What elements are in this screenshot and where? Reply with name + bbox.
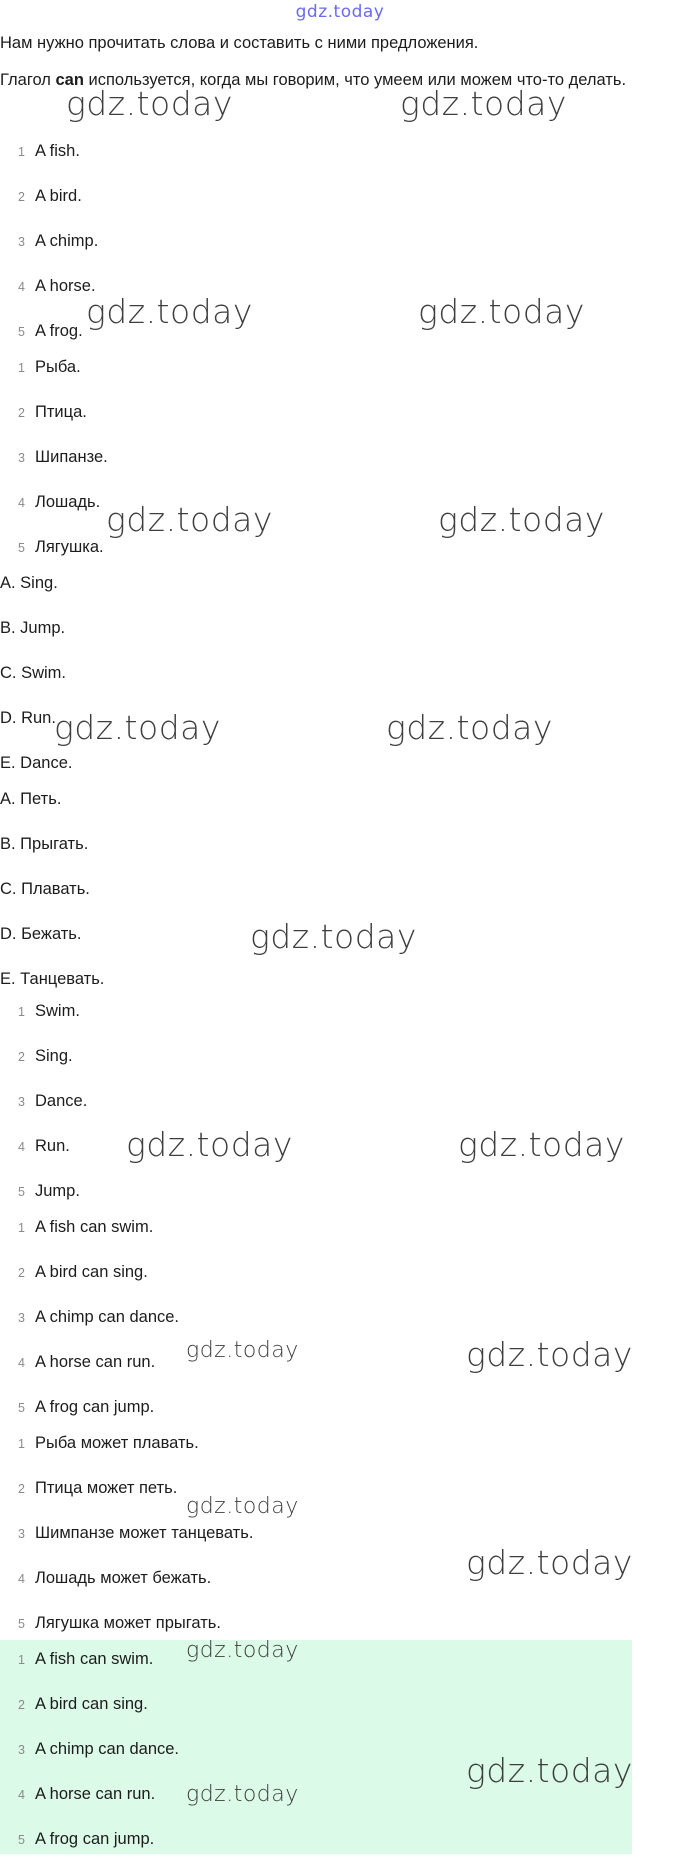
watermark: gdz.today — [250, 917, 417, 956]
list-number: 5 — [18, 325, 25, 339]
list-text: A horse can run. — [35, 1785, 156, 1803]
sentence-ru-item — [10, 1605, 221, 1641]
animal-ru-item — [10, 484, 100, 520]
list-text: Лягушка может прыгать. — [35, 1614, 221, 1632]
list-text: B. Прыгать. — [0, 835, 89, 853]
list-number: 2 — [18, 1050, 25, 1064]
answer-sentence-item — [10, 1731, 179, 1767]
animal-ru-item — [10, 394, 87, 430]
watermark: gdz.today — [186, 1338, 299, 1363]
list-text: A chimp can dance. — [35, 1740, 180, 1758]
watermark: gdz.today — [400, 84, 567, 123]
list-text: C. Swim. — [0, 664, 66, 682]
list-text: D. Бежать. — [0, 925, 82, 943]
list-number: 3 — [18, 1311, 25, 1325]
keyword-can: can — [55, 71, 84, 89]
watermark: gdz.today — [418, 292, 585, 331]
list-text: Swim. — [35, 1002, 80, 1020]
list-text: Jump. — [35, 1182, 80, 1200]
list-number: 3 — [18, 235, 25, 249]
sentence-ru-item — [10, 1470, 177, 1506]
list-text: Рыба может плавать. — [35, 1434, 199, 1452]
sentence-en-item — [10, 1344, 155, 1380]
watermark: gdz.today — [438, 500, 605, 539]
watermark: gdz.today — [126, 1125, 293, 1164]
list-number: 2 — [18, 406, 25, 420]
watermark: gdz.today — [466, 1335, 633, 1374]
list-text: A horse can run. — [35, 1353, 156, 1371]
list-number: 4 — [18, 1572, 25, 1586]
list-text: Рыба. — [35, 358, 81, 376]
watermark: gdz.today — [86, 292, 253, 331]
list-text: A bird can sing. — [35, 1263, 148, 1281]
list-number: 5 — [18, 1617, 25, 1631]
list-text: E. Танцевать. — [0, 970, 105, 988]
site-logo[interactable]: gdz.today — [295, 2, 385, 22]
list-number: 1 — [18, 1653, 25, 1667]
list-text: D. Run. — [0, 709, 56, 727]
watermark: gdz.today — [186, 1782, 299, 1807]
list-text: Птица. — [35, 403, 87, 421]
list-text: A bird. — [35, 187, 82, 205]
list-text: Шимпанзе может танцевать. — [35, 1524, 254, 1542]
list-number: 1 — [18, 1221, 25, 1235]
action-en-item — [0, 745, 72, 781]
list-text: Птица может петь. — [35, 1479, 178, 1497]
list-number: 3 — [18, 1743, 25, 1757]
sentence-en-item — [10, 1254, 148, 1290]
list-text: Лошадь может бежать. — [35, 1569, 212, 1587]
animal-ru-item — [10, 349, 81, 385]
animal-ru-item — [10, 439, 108, 475]
list-number: 2 — [18, 1266, 25, 1280]
list-text: Dance. — [35, 1092, 88, 1110]
intro-text-2-start: Глагол — [0, 71, 56, 89]
list-text: A frog. — [35, 322, 83, 340]
list-number: 5 — [18, 1185, 25, 1199]
sentence-en-item — [10, 1389, 154, 1425]
list-number: 1 — [18, 1437, 25, 1451]
watermark: gdz.today — [466, 1543, 633, 1582]
animal-en-item — [10, 313, 83, 349]
list-number: 3 — [18, 1527, 25, 1541]
list-text: A bird can sing. — [35, 1695, 148, 1713]
action-en-item — [0, 655, 66, 691]
action-en-item — [0, 565, 58, 601]
list-text: Run. — [35, 1137, 70, 1155]
list-text: Sing. — [35, 1047, 73, 1065]
list-number: 1 — [18, 1005, 25, 1019]
list-number: 2 — [18, 190, 25, 204]
animal-en-item — [10, 223, 98, 259]
list-text: E. Dance. — [0, 754, 73, 772]
intro-text-1: Нам нужно прочитать слова и составить с ними предложения. — [0, 34, 479, 52]
list-text: Шипанзе. — [35, 448, 108, 466]
watermark: gdz.today — [186, 1494, 299, 1519]
list-number: 1 — [18, 145, 25, 159]
action-en-item — [0, 700, 56, 736]
list-text: A frog can jump. — [35, 1398, 155, 1416]
matched-action-item — [10, 1083, 87, 1119]
list-number: 1 — [18, 361, 25, 375]
list-text: A frog can jump. — [35, 1830, 155, 1848]
list-text: A horse. — [35, 277, 96, 295]
answer-sentence-item — [10, 1641, 153, 1677]
answer-sentence-item — [10, 1686, 148, 1722]
answer-sentence-item — [10, 1776, 155, 1812]
watermark: gdz.today — [458, 1125, 625, 1164]
list-text: A chimp. — [35, 232, 99, 250]
list-number: 2 — [18, 1482, 25, 1496]
list-number: 5 — [18, 541, 25, 555]
animal-ru-item — [10, 529, 104, 565]
action-ru-item — [0, 871, 90, 907]
sentence-ru-item — [10, 1560, 211, 1596]
list-number: 4 — [18, 1788, 25, 1802]
list-number: 3 — [18, 451, 25, 465]
list-number: 5 — [18, 1833, 25, 1847]
action-ru-item — [0, 961, 104, 997]
list-number: 3 — [18, 1095, 25, 1109]
list-text: A fish can swim. — [35, 1218, 154, 1236]
watermark: gdz.today — [466, 1751, 633, 1790]
list-text: A fish. — [35, 142, 80, 160]
sentence-ru-item — [10, 1425, 199, 1461]
list-text: B. Jump. — [0, 619, 66, 637]
list-number: 4 — [18, 496, 25, 510]
matched-action-item — [10, 1128, 70, 1164]
sentence-en-item — [10, 1209, 153, 1245]
list-text: A fish can swim. — [35, 1650, 154, 1668]
animal-en-item — [10, 268, 96, 304]
list-number: 4 — [18, 1356, 25, 1370]
animal-en-item — [10, 133, 80, 169]
list-text: Лягушка. — [35, 538, 104, 556]
animal-en-item — [10, 178, 82, 214]
list-text: A. Петь. — [0, 790, 62, 808]
list-text: A. Sing. — [0, 574, 58, 592]
answer-sentence-item — [10, 1821, 154, 1857]
list-number: 2 — [18, 1698, 25, 1712]
watermark: gdz.today — [386, 708, 553, 747]
list-number: 5 — [18, 1401, 25, 1415]
watermark: gdz.today — [66, 84, 233, 123]
list-text: Лошадь. — [35, 493, 101, 511]
list-text: C. Плавать. — [0, 880, 90, 898]
list-number: 4 — [18, 280, 25, 294]
watermark: gdz.today — [54, 708, 221, 747]
action-en-item — [0, 610, 65, 646]
list-text: A chimp can dance. — [35, 1308, 180, 1326]
matched-action-item — [10, 993, 80, 1029]
sentence-ru-item — [10, 1515, 253, 1551]
matched-action-item — [10, 1173, 80, 1209]
watermark: gdz.today — [186, 1638, 299, 1663]
matched-action-item — [10, 1038, 73, 1074]
list-number: 4 — [18, 1140, 25, 1154]
action-ru-item — [0, 826, 88, 862]
action-ru-item — [0, 916, 82, 952]
intro-text-2-end: используется, когда мы говорим, что умеем или можем что-то делать. — [83, 71, 627, 89]
action-ru-item — [0, 781, 61, 817]
sentence-en-item — [10, 1299, 179, 1335]
watermark: gdz.today — [106, 500, 273, 539]
